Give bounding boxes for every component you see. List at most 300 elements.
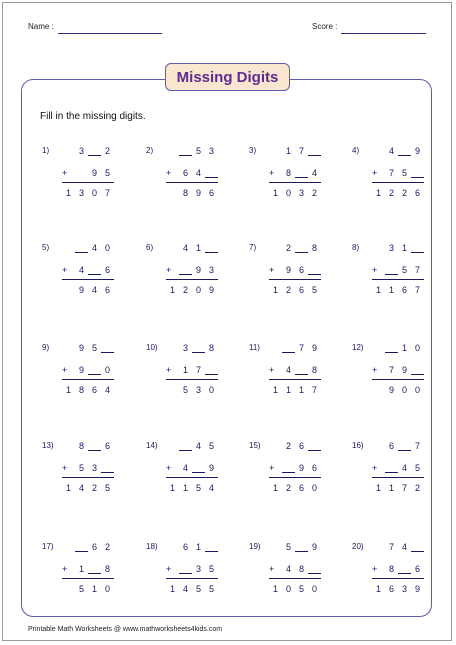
- plus-sign: +: [166, 564, 172, 574]
- digit: 3: [182, 343, 188, 353]
- problem: [146, 542, 226, 604]
- digit: 0: [414, 385, 420, 395]
- missing-digit-blank[interactable]: [192, 463, 205, 473]
- plus-sign: +: [269, 365, 275, 375]
- sum-line: [269, 578, 321, 579]
- digit: 2: [414, 483, 420, 493]
- plus-sign: +: [166, 463, 172, 473]
- digit: 3: [401, 584, 407, 594]
- plus-sign: +: [62, 564, 68, 574]
- problem-number: 12): [352, 343, 364, 352]
- digit: 0: [311, 483, 317, 493]
- plus-sign: +: [166, 365, 172, 375]
- problem-number: 14): [146, 441, 158, 450]
- digit: 3: [195, 564, 201, 574]
- sum-line: [166, 379, 218, 380]
- digit: 1: [169, 584, 175, 594]
- digit: 7: [311, 385, 317, 395]
- digit: 9: [388, 385, 394, 395]
- plus-sign: +: [62, 463, 68, 473]
- digit: 6: [414, 564, 420, 574]
- missing-digit-blank[interactable]: [398, 146, 411, 156]
- sum: [269, 483, 321, 493]
- addend-top: [62, 243, 114, 253]
- digit: 8: [104, 564, 110, 574]
- missing-digit-blank[interactable]: [205, 365, 218, 375]
- digit: 3: [298, 188, 304, 198]
- digit: 3: [208, 146, 214, 156]
- digit: 2: [285, 483, 291, 493]
- digit: 8: [298, 564, 304, 574]
- problem: [352, 343, 432, 405]
- digit: 6: [414, 188, 420, 198]
- digit: 5: [401, 168, 407, 178]
- digit: 9: [311, 343, 317, 353]
- digit: 1: [91, 584, 97, 594]
- addend-bottom: [166, 168, 218, 178]
- digit: 8: [182, 188, 188, 198]
- problem: [146, 441, 226, 503]
- sum: [372, 285, 424, 295]
- digit: 3: [78, 188, 84, 198]
- digit: 5: [195, 584, 201, 594]
- digit: 9: [78, 365, 84, 375]
- digit: 5: [78, 463, 84, 473]
- missing-digit-blank[interactable]: [308, 441, 321, 451]
- problem-number: 17): [42, 542, 54, 551]
- digit: 4: [388, 146, 394, 156]
- addend-top: [372, 343, 424, 353]
- missing-digit-blank[interactable]: [88, 564, 101, 574]
- sum-line: [62, 379, 114, 380]
- digit: 5: [78, 584, 84, 594]
- digit: 4: [285, 564, 291, 574]
- problem: [146, 343, 226, 405]
- plus-sign: +: [269, 265, 275, 275]
- problem: [42, 146, 122, 208]
- plus-sign: +: [269, 564, 275, 574]
- digit: 2: [91, 483, 97, 493]
- digit: 6: [298, 285, 304, 295]
- sum: [166, 188, 218, 198]
- missing-digit-blank[interactable]: [295, 542, 308, 552]
- digit: 5: [195, 146, 201, 156]
- digit: 1: [375, 483, 381, 493]
- sum: [62, 385, 114, 395]
- addend-bottom: [62, 168, 114, 178]
- sum-line: [372, 578, 424, 579]
- missing-digit-blank[interactable]: [411, 243, 424, 253]
- problem-number: 8): [352, 243, 360, 252]
- addend-bottom: [269, 265, 321, 275]
- digit: 9: [208, 463, 214, 473]
- problem: [352, 441, 432, 503]
- problem: [249, 542, 329, 604]
- digit: 4: [208, 483, 214, 493]
- problem: [249, 441, 329, 503]
- problem-number: 10): [146, 343, 158, 352]
- digit: 9: [311, 542, 317, 552]
- digit: 5: [104, 483, 110, 493]
- missing-digit-blank[interactable]: [88, 146, 101, 156]
- digit: 3: [91, 463, 97, 473]
- digit: 0: [104, 365, 110, 375]
- digit: 1: [285, 146, 291, 156]
- digit: 1: [65, 188, 71, 198]
- problem-number: 1): [42, 146, 50, 155]
- digit: 8: [78, 441, 84, 451]
- digit: 7: [388, 542, 394, 552]
- addend-top: [372, 542, 424, 552]
- digit: 6: [388, 441, 394, 451]
- digit: 0: [104, 243, 110, 253]
- sum: [372, 584, 424, 594]
- digit: 5: [208, 584, 214, 594]
- digit: 4: [104, 385, 110, 395]
- sum: [372, 483, 424, 493]
- name-label: Name :: [28, 22, 54, 31]
- missing-digit-blank[interactable]: [205, 243, 218, 253]
- addend-top: [166, 146, 218, 156]
- missing-digit-blank[interactable]: [179, 146, 192, 156]
- problem-number: 16): [352, 441, 364, 450]
- digit: 7: [414, 265, 420, 275]
- sum-line: [372, 477, 424, 478]
- missing-digit-blank[interactable]: [282, 343, 295, 353]
- digit: 4: [195, 168, 201, 178]
- digit: 0: [285, 188, 291, 198]
- digit: 1: [195, 243, 201, 253]
- sum-line: [166, 182, 218, 183]
- footer-credit: Printable Math Worksheets @ www.mathworksheets4kids.com: [28, 626, 223, 633]
- digit: 1: [272, 188, 278, 198]
- problem: [42, 441, 122, 503]
- sum-line: [62, 578, 114, 579]
- addend-top: [372, 441, 424, 451]
- digit: 7: [401, 483, 407, 493]
- missing-digit-blank[interactable]: [205, 168, 218, 178]
- digit: 6: [298, 483, 304, 493]
- plus-sign: +: [372, 463, 378, 473]
- digit: 1: [65, 483, 71, 493]
- digit: 8: [208, 343, 214, 353]
- digit: 9: [91, 168, 97, 178]
- problem: [352, 146, 432, 208]
- digit: 4: [78, 265, 84, 275]
- digit: 1: [401, 343, 407, 353]
- digit: 6: [182, 168, 188, 178]
- digit: 1: [65, 385, 71, 395]
- missing-digit-blank[interactable]: [385, 343, 398, 353]
- missing-digit-blank[interactable]: [295, 168, 308, 178]
- problem-number: 3): [249, 146, 257, 155]
- plus-sign: +: [269, 168, 275, 178]
- problem-number: 15): [249, 441, 261, 450]
- digit: 5: [414, 463, 420, 473]
- plus-sign: +: [62, 265, 68, 275]
- digit: 7: [388, 168, 394, 178]
- plus-sign: +: [372, 564, 378, 574]
- digit: 0: [91, 188, 97, 198]
- digit: 5: [195, 483, 201, 493]
- missing-digit-blank[interactable]: [88, 365, 101, 375]
- sum: [269, 385, 321, 395]
- digit: 9: [78, 285, 84, 295]
- worksheet-title: Missing Digits: [165, 63, 290, 91]
- digit: 1: [388, 285, 394, 295]
- digit: 9: [401, 365, 407, 375]
- missing-digit-blank[interactable]: [398, 441, 411, 451]
- digit: 9: [78, 343, 84, 353]
- digit: 0: [285, 584, 291, 594]
- digit: 4: [182, 463, 188, 473]
- digit: 6: [104, 265, 110, 275]
- digit: 1: [285, 385, 291, 395]
- digit: 1: [401, 243, 407, 253]
- addend-bottom: [166, 365, 218, 375]
- problem: [249, 243, 329, 305]
- missing-digit-blank[interactable]: [295, 243, 308, 253]
- problem: [146, 243, 226, 305]
- addend-top: [269, 243, 321, 253]
- digit: 3: [78, 146, 84, 156]
- digit: 5: [311, 285, 317, 295]
- digit: 7: [104, 188, 110, 198]
- missing-digit-blank[interactable]: [179, 441, 192, 451]
- sum: [372, 188, 424, 198]
- problem-number: 7): [249, 243, 257, 252]
- missing-digit-blank[interactable]: [282, 463, 295, 473]
- missing-digit-blank[interactable]: [295, 365, 308, 375]
- sum: [166, 285, 218, 295]
- addend-bottom: [269, 168, 321, 178]
- addend-bottom: [62, 265, 114, 275]
- missing-digit-blank[interactable]: [308, 146, 321, 156]
- digit: 1: [272, 584, 278, 594]
- sum: [62, 285, 114, 295]
- problem: [42, 343, 122, 405]
- digit: 8: [388, 564, 394, 574]
- addend-bottom: [62, 463, 114, 473]
- missing-digit-blank[interactable]: [308, 564, 321, 574]
- digit: 4: [311, 168, 317, 178]
- digit: 6: [298, 441, 304, 451]
- missing-digit-blank[interactable]: [205, 542, 218, 552]
- digit: 5: [208, 441, 214, 451]
- digit: 5: [182, 385, 188, 395]
- digit: 4: [182, 243, 188, 253]
- problem: [42, 542, 122, 604]
- problem-number: 4): [352, 146, 360, 155]
- digit: 1: [388, 483, 394, 493]
- missing-digit-blank[interactable]: [385, 463, 398, 473]
- digit: 0: [208, 385, 214, 395]
- sum: [372, 385, 424, 395]
- sum: [166, 483, 218, 493]
- sum-line: [62, 477, 114, 478]
- addend-bottom: [269, 365, 321, 375]
- digit: 6: [182, 542, 188, 552]
- digit: 7: [414, 441, 420, 451]
- problem-number: 9): [42, 343, 50, 352]
- problem: [249, 343, 329, 405]
- missing-digit-blank[interactable]: [411, 168, 424, 178]
- digit: 2: [285, 285, 291, 295]
- addend-bottom: [372, 564, 424, 574]
- digit: 5: [285, 542, 291, 552]
- digit: 0: [401, 385, 407, 395]
- missing-digit-blank[interactable]: [192, 343, 205, 353]
- addend-top: [166, 243, 218, 253]
- missing-digit-blank[interactable]: [75, 542, 88, 552]
- digit: 9: [195, 188, 201, 198]
- digit: 6: [91, 385, 97, 395]
- digit: 1: [78, 564, 84, 574]
- digit: 2: [182, 285, 188, 295]
- problem-number: 6): [146, 243, 154, 252]
- addend-top: [269, 542, 321, 552]
- problem-number: 11): [249, 343, 260, 352]
- name-line[interactable]: [58, 33, 162, 34]
- sum: [166, 385, 218, 395]
- digit: 7: [298, 343, 304, 353]
- problem: [352, 243, 432, 305]
- addend-top: [269, 343, 321, 353]
- addend-top: [62, 146, 114, 156]
- addend-top: [269, 146, 321, 156]
- digit: 0: [311, 584, 317, 594]
- addend-bottom: [372, 265, 424, 275]
- missing-digit-blank[interactable]: [411, 542, 424, 552]
- plus-sign: +: [372, 265, 378, 275]
- problem-number: 20): [352, 542, 364, 551]
- addend-bottom: [269, 463, 321, 473]
- digit: 0: [195, 285, 201, 295]
- problem: [42, 243, 122, 305]
- sum-line: [166, 578, 218, 579]
- digit: 0: [104, 584, 110, 594]
- addend-bottom: [269, 564, 321, 574]
- digit: 5: [208, 564, 214, 574]
- sum-line: [269, 182, 321, 183]
- plus-sign: +: [62, 365, 68, 375]
- addend-bottom: [372, 463, 424, 473]
- missing-digit-blank[interactable]: [398, 564, 411, 574]
- missing-digit-blank[interactable]: [308, 265, 321, 275]
- score-line[interactable]: [341, 33, 426, 34]
- digit: 4: [195, 441, 201, 451]
- plus-sign: +: [166, 168, 172, 178]
- digit: 8: [285, 168, 291, 178]
- digit: 3: [208, 265, 214, 275]
- digit: 6: [311, 463, 317, 473]
- missing-digit-blank[interactable]: [179, 564, 192, 574]
- sum-line: [269, 379, 321, 380]
- problem-number: 5): [42, 243, 50, 252]
- digit: 5: [104, 168, 110, 178]
- digit: 6: [298, 265, 304, 275]
- sum: [62, 584, 114, 594]
- digit: 1: [272, 483, 278, 493]
- digit: 7: [414, 285, 420, 295]
- missing-digit-blank[interactable]: [88, 265, 101, 275]
- digit: 2: [104, 146, 110, 156]
- missing-digit-blank[interactable]: [101, 463, 114, 473]
- missing-digit-blank[interactable]: [179, 265, 192, 275]
- digit: 2: [388, 188, 394, 198]
- missing-digit-blank[interactable]: [411, 365, 424, 375]
- sum-line: [269, 477, 321, 478]
- addend-top: [62, 441, 114, 451]
- digit: 4: [78, 483, 84, 493]
- digit: 3: [388, 243, 394, 253]
- digit: 8: [311, 365, 317, 375]
- problem-number: 19): [249, 542, 261, 551]
- addend-top: [166, 441, 218, 451]
- digit: 6: [388, 584, 394, 594]
- digit: 1: [272, 385, 278, 395]
- digit: 6: [208, 188, 214, 198]
- digit: 6: [401, 285, 407, 295]
- sum-line: [62, 279, 114, 280]
- digit: 4: [285, 365, 291, 375]
- addend-bottom: [166, 564, 218, 574]
- plus-sign: +: [372, 168, 378, 178]
- digit: 7: [388, 365, 394, 375]
- digit: 2: [311, 188, 317, 198]
- digit: 0: [414, 343, 420, 353]
- addend-bottom: [166, 463, 218, 473]
- sum-line: [372, 379, 424, 380]
- digit: 4: [401, 463, 407, 473]
- digit: 1: [182, 483, 188, 493]
- problem: [352, 542, 432, 604]
- digit: 8: [311, 243, 317, 253]
- instructions: Fill in the missing digits.: [40, 111, 146, 122]
- problem-number: 18): [146, 542, 158, 551]
- addend-bottom: [372, 168, 424, 178]
- digit: 1: [272, 285, 278, 295]
- digit: 8: [78, 385, 84, 395]
- digit: 9: [285, 265, 291, 275]
- sum: [269, 584, 321, 594]
- problem-number: 2): [146, 146, 154, 155]
- digit: 6: [91, 542, 97, 552]
- digit: 2: [285, 243, 291, 253]
- digit: 2: [285, 441, 291, 451]
- digit: 2: [104, 542, 110, 552]
- addend-top: [269, 441, 321, 451]
- problem: [146, 146, 226, 208]
- missing-digit-blank[interactable]: [101, 343, 114, 353]
- missing-digit-blank[interactable]: [88, 441, 101, 451]
- digit: 3: [195, 385, 201, 395]
- digit: 5: [91, 343, 97, 353]
- sum: [166, 584, 218, 594]
- score-label: Score :: [312, 22, 338, 31]
- addend-top: [372, 243, 424, 253]
- missing-digit-blank[interactable]: [385, 265, 398, 275]
- missing-digit-blank[interactable]: [75, 243, 88, 253]
- digit: 1: [169, 483, 175, 493]
- addend-bottom: [62, 564, 114, 574]
- sum-line: [269, 279, 321, 280]
- addend-top: [372, 146, 424, 156]
- sum: [269, 188, 321, 198]
- sum: [62, 483, 114, 493]
- sum-line: [166, 279, 218, 280]
- sum: [269, 285, 321, 295]
